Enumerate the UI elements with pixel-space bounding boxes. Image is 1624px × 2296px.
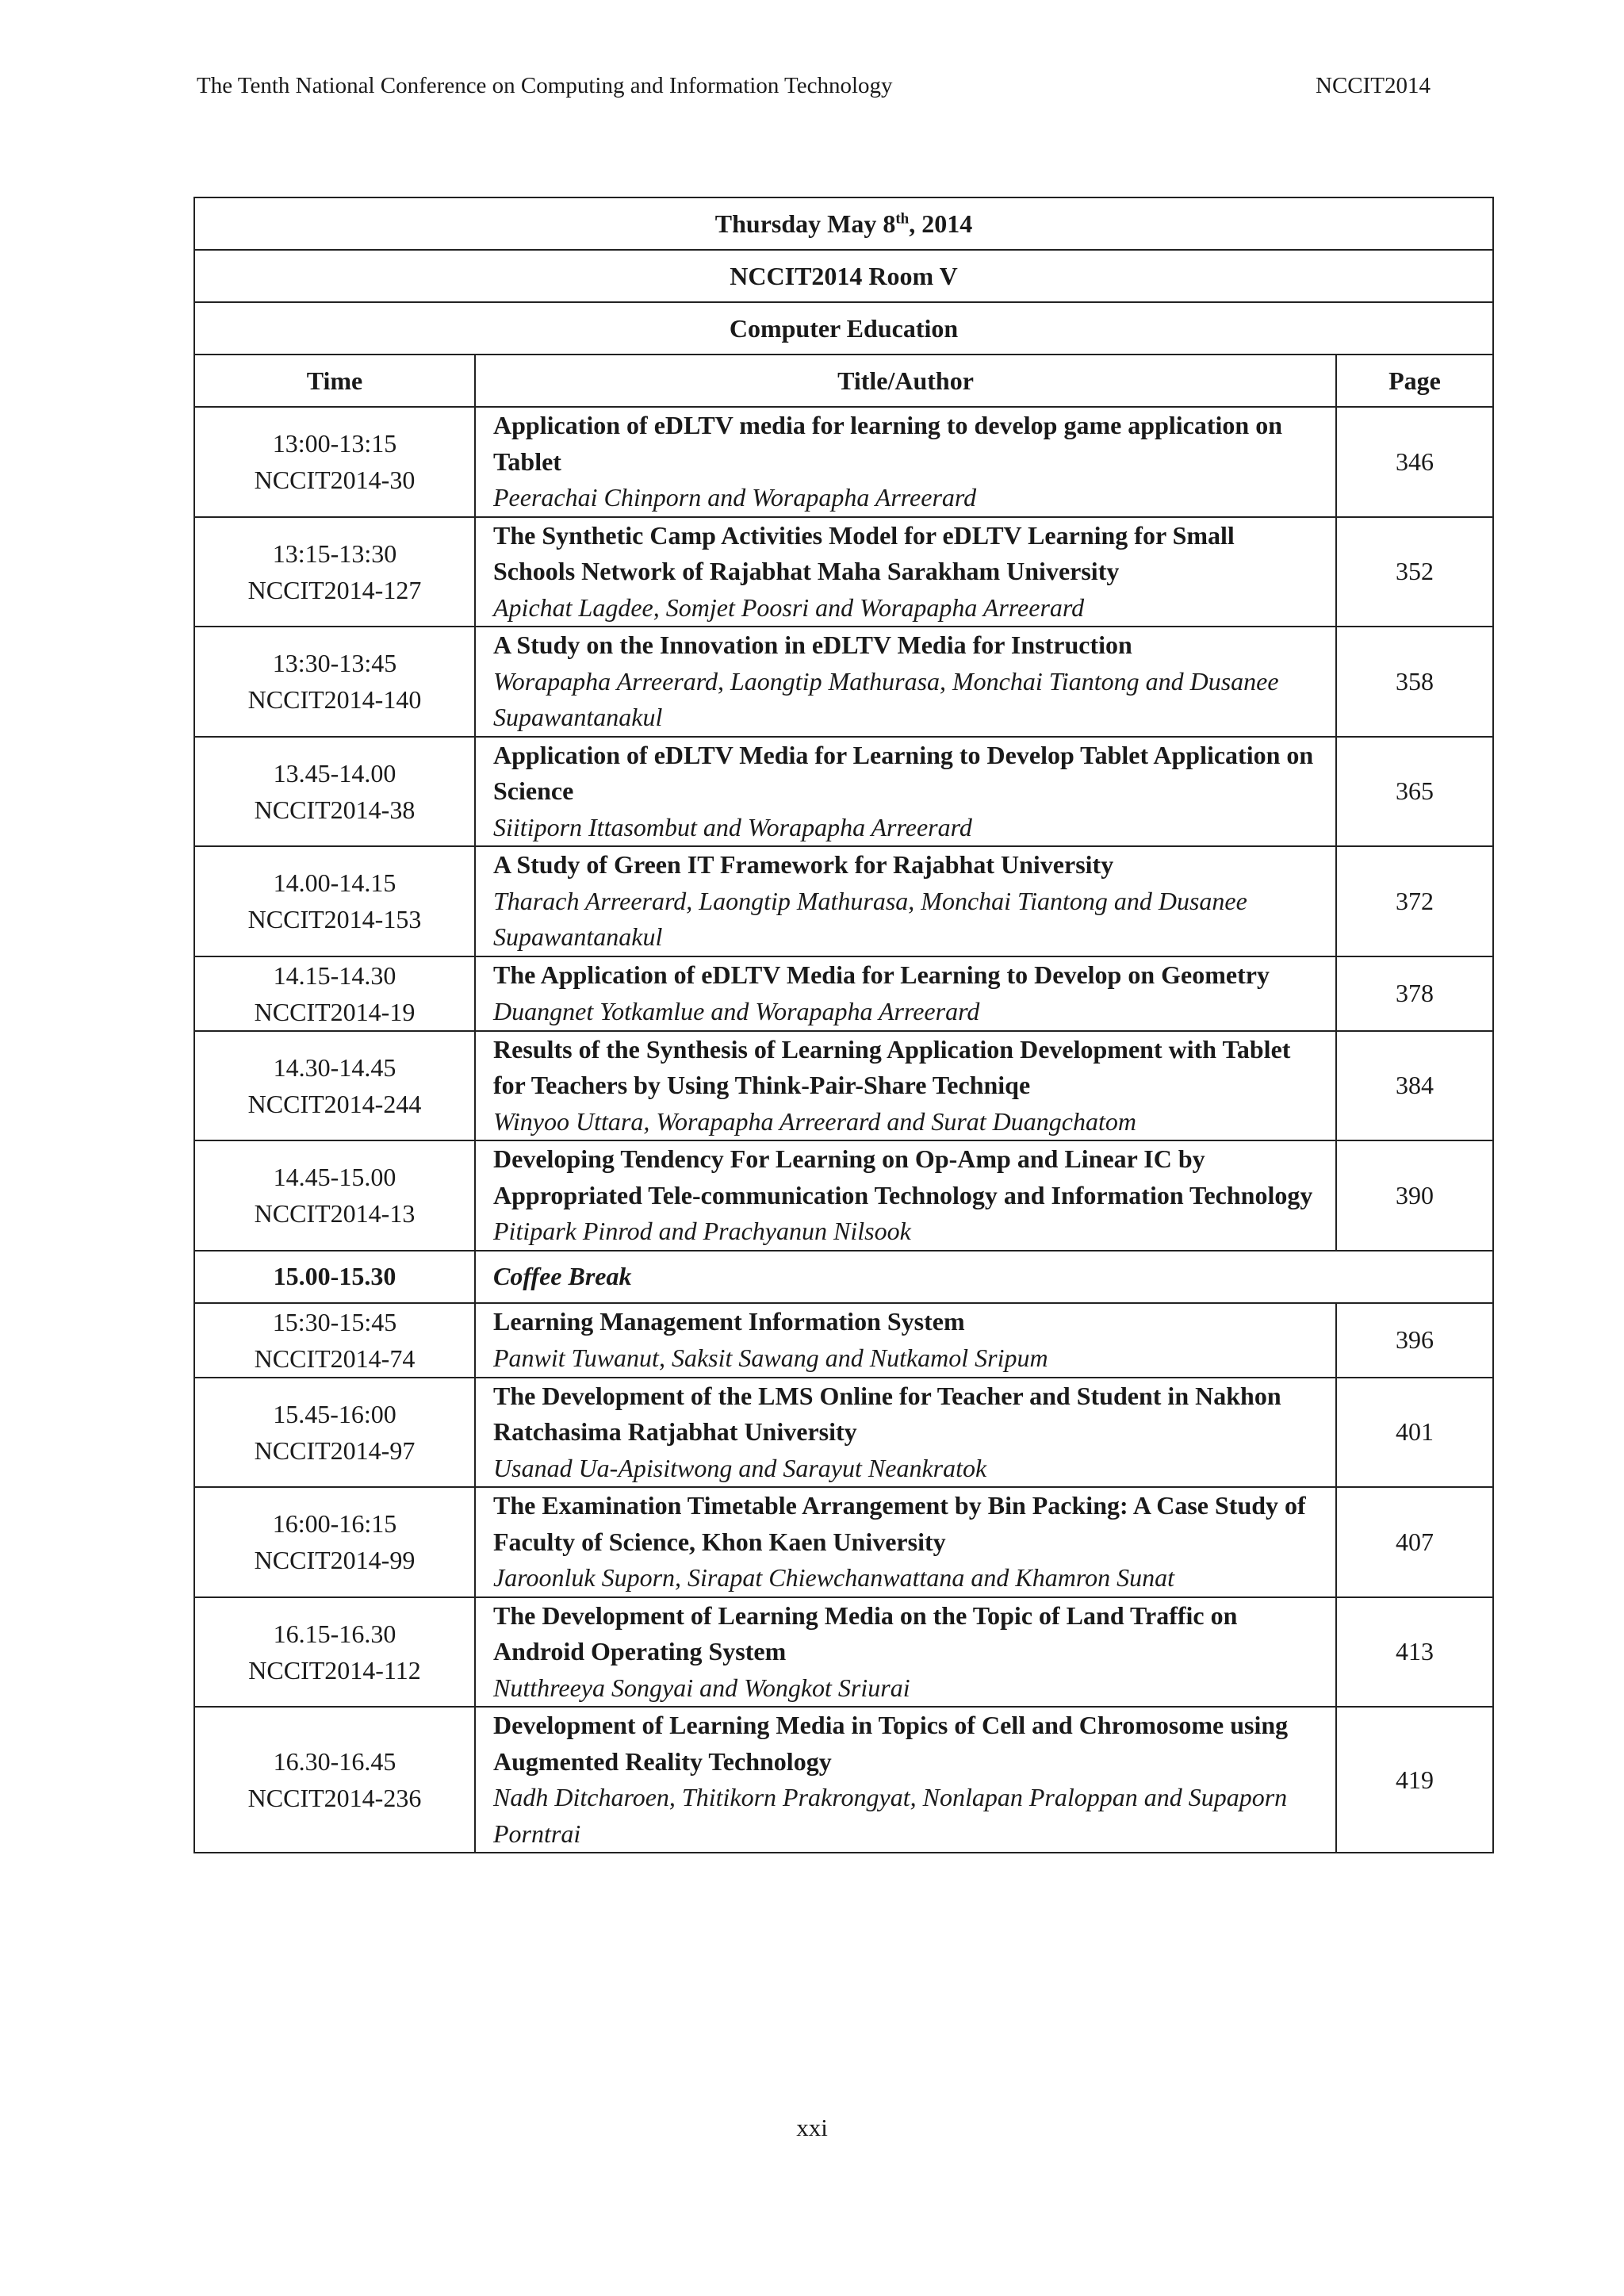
paper-title: The Application of eDLTV Media for Learning to Develop on Geometry	[493, 960, 1270, 989]
conference-name: The Tenth National Conference on Computing and Information Technology	[197, 73, 893, 98]
time-slot: 16:00-16:15	[272, 1509, 397, 1539]
page-number-cell: 365	[1336, 737, 1493, 847]
table-row	[194, 627, 1493, 737]
session-track: Computer Education	[194, 302, 1493, 355]
time-slot: 16.30-16.45	[273, 1747, 396, 1776]
time-slot: 16.15-16.30	[273, 1619, 396, 1648]
time-cell	[194, 737, 475, 847]
column-header-row	[194, 355, 1493, 407]
paper-id: NCCIT2014-30	[254, 466, 416, 495]
time-slot: 14.15-14.30	[273, 960, 396, 990]
table-row	[194, 956, 1493, 1031]
title-author-cell	[475, 956, 1336, 1031]
table-row	[194, 737, 1493, 847]
paper-title: The Synthetic Camp Activities Model for eDLTV Learning for Small Schools Network of Rajabhat Maha Sarakham University	[493, 520, 1235, 585]
paper-authors: Siitiporn Ittasombut and Worapapha Arreerard	[493, 812, 972, 841]
table-row	[194, 1378, 1493, 1488]
time-slot: 13:30-13:45	[272, 649, 397, 678]
title-author-cell	[475, 1707, 1336, 1853]
paper-title: Application of eDLTV Media for Learning to Develop Tablet Application on Science	[493, 740, 1314, 805]
paper-id: NCCIT2014-153	[247, 905, 422, 934]
paper-authors: Usanad Ua-Apisitwong and Sarayut Neankratok	[493, 1453, 987, 1482]
paper-title: The Development of the LMS Online for Teacher and Student in Nakhon Ratchasima Ratjabhat University	[493, 1381, 1281, 1446]
time-slot: 15.45-16:00	[273, 1399, 396, 1428]
title-author-cell	[475, 1031, 1336, 1141]
column-header-page: Page	[1336, 355, 1493, 407]
paper-authors: Nadh Ditcharoen, Thitikorn Prakrongyat, Nonlapan Praloppan and Supaporn Porntrai	[493, 1783, 1288, 1848]
break-label: Coffee Break	[475, 1251, 1493, 1303]
time-slot: 14.30-14.45	[273, 1052, 396, 1082]
time-slot: 13:15-13:30	[272, 539, 397, 568]
paper-authors: Duangnet Yotkamlue and Worapapha Arreerard	[493, 996, 980, 1025]
session-date: Thursday May 8th, 2014	[194, 197, 1493, 250]
page-number-cell: 352	[1336, 517, 1493, 627]
paper-title: A Study on the Innovation in eDLTV Media for Instruction	[493, 631, 1132, 659]
paper-title: Development of Learning Media in Topics of Cell and Chromosome using Augmented Reality Technology	[493, 1711, 1289, 1776]
page-number-cell: 372	[1336, 846, 1493, 956]
paper-authors: Panwit Tuwanut, Saksit Sawang and Nutkamol Sripum	[493, 1343, 1048, 1372]
page-number-cell: 358	[1336, 627, 1493, 737]
break-time: 15.00-15.30	[194, 1251, 475, 1303]
title-author-cell	[475, 517, 1336, 627]
paper-id: NCCIT2014-112	[248, 1655, 421, 1685]
time-cell	[194, 627, 475, 737]
page-number-cell: 413	[1336, 1597, 1493, 1708]
time-cell	[194, 517, 475, 627]
table-row	[194, 517, 1493, 627]
time-slot: 15:30-15:45	[272, 1307, 397, 1336]
table-row	[194, 1487, 1493, 1597]
paper-title: Learning Management Information System	[493, 1307, 965, 1336]
paper-id: NCCIT2014-74	[254, 1343, 416, 1373]
column-header-time: Time	[194, 355, 475, 407]
title-author-cell	[475, 407, 1336, 517]
paper-id: NCCIT2014-99	[254, 1546, 416, 1575]
break-row	[194, 1251, 1493, 1303]
time-slot: 13.45-14.00	[273, 758, 396, 788]
paper-title: The Examination Timetable Arrangement by Bin Packing: A Case Study of Faculty of Science, Khon Kaen University	[493, 1491, 1306, 1556]
title-author-cell	[475, 627, 1336, 737]
title-author-cell	[475, 1597, 1336, 1708]
page-number-cell: 419	[1336, 1707, 1493, 1853]
time-cell	[194, 1303, 475, 1378]
paper-authors: Jaroonluk Suporn, Sirapat Chiewchanwattana and Khamron Sunat	[493, 1563, 1174, 1592]
paper-authors: Worapapha Arreerard, Laongtip Mathurasa, Monchai Tiantong and Dusanee Supawantanakul	[493, 666, 1279, 731]
paper-title: A Study of Green IT Framework for Rajabhat University	[493, 850, 1114, 879]
time-cell	[194, 846, 475, 956]
time-slot: 14.45-15.00	[273, 1163, 396, 1192]
paper-id: NCCIT2014-38	[254, 795, 416, 824]
page-number-cell: 396	[1336, 1303, 1493, 1378]
table-row	[194, 1031, 1493, 1141]
page-number: xxi	[796, 2114, 828, 2141]
session-room: NCCIT2014 Room V	[194, 250, 1493, 302]
paper-title: Developing Tendency For Learning on Op-Amp and Linear IC by Appropriated Tele-communication Technology and Information Technology	[493, 1144, 1313, 1209]
paper-authors: Apichat Lagdee, Somjet Poosri and Worapapha Arreerard	[493, 592, 1085, 622]
paper-authors: Tharach Arreerard, Laongtip Mathurasa, Monchai Tiantong and Dusanee Supawantanakul	[493, 886, 1247, 951]
paper-title: Application of eDLTV media for learning to develop game application on Tablet	[493, 411, 1283, 476]
time-cell	[194, 956, 475, 1031]
paper-title: Results of the Synthesis of Learning Application Development with Tablet for Teachers by Using Think-Pair-Share Techniqe	[493, 1034, 1291, 1099]
time-cell	[194, 1707, 475, 1853]
table-row	[194, 1597, 1493, 1708]
time-cell	[194, 1487, 475, 1597]
paper-authors: Winyoo Uttara, Worapapha Arreerard and Surat Duangchatom	[493, 1106, 1136, 1136]
table-row	[194, 407, 1493, 517]
paper-id: NCCIT2014-127	[247, 575, 422, 604]
paper-id: NCCIT2014-97	[254, 1435, 416, 1465]
paper-id: NCCIT2014-140	[247, 685, 422, 715]
page-number-cell: 378	[1336, 956, 1493, 1031]
page-number-cell: 401	[1336, 1378, 1493, 1488]
title-author-cell	[475, 1140, 1336, 1251]
page-number-cell: 390	[1336, 1140, 1493, 1251]
paper-id: NCCIT2014-19	[254, 997, 416, 1026]
time-slot: 14.00-14.15	[273, 868, 396, 898]
time-cell	[194, 407, 475, 517]
time-cell	[194, 1140, 475, 1251]
title-author-cell	[475, 1487, 1336, 1597]
title-author-cell	[475, 1303, 1336, 1378]
table-row	[194, 1303, 1493, 1378]
column-header-title-author: Title/Author	[475, 355, 1336, 407]
time-cell	[194, 1031, 475, 1141]
title-author-cell	[475, 846, 1336, 956]
paper-id: NCCIT2014-244	[247, 1089, 422, 1118]
room-row	[194, 250, 1493, 302]
paper-authors: Peerachai Chinporn and Worapapha Arreerard	[493, 483, 977, 512]
paper-authors: Nutthreeya Songyai and Wongkot Sriurai	[493, 1673, 910, 1702]
schedule-table	[193, 197, 1494, 1853]
time-cell	[194, 1597, 475, 1708]
schedule-body	[194, 197, 1493, 1853]
table-row	[194, 846, 1493, 956]
paper-title: The Development of Learning Media on the Topic of Land Traffic on Android Operating System	[493, 1600, 1238, 1665]
page-number-cell: 384	[1336, 1031, 1493, 1141]
time-cell	[194, 1378, 475, 1488]
table-row	[194, 1140, 1493, 1251]
date-row	[194, 197, 1493, 250]
running-header	[197, 70, 1431, 102]
title-author-cell	[475, 1378, 1336, 1488]
time-slot: 13:00-13:15	[272, 429, 397, 458]
paper-id: NCCIT2014-236	[247, 1784, 422, 1812]
track-row	[194, 302, 1493, 355]
page-number-cell: 346	[1336, 407, 1493, 517]
conference-code: NCCIT2014	[1316, 73, 1431, 98]
page-number-cell: 407	[1336, 1487, 1493, 1597]
table-row	[194, 1707, 1493, 1853]
paper-authors: Pitipark Pinrod and Prachyanun Nilsook	[493, 1217, 911, 1245]
paper-id: NCCIT2014-13	[254, 1199, 416, 1228]
title-author-cell	[475, 737, 1336, 847]
